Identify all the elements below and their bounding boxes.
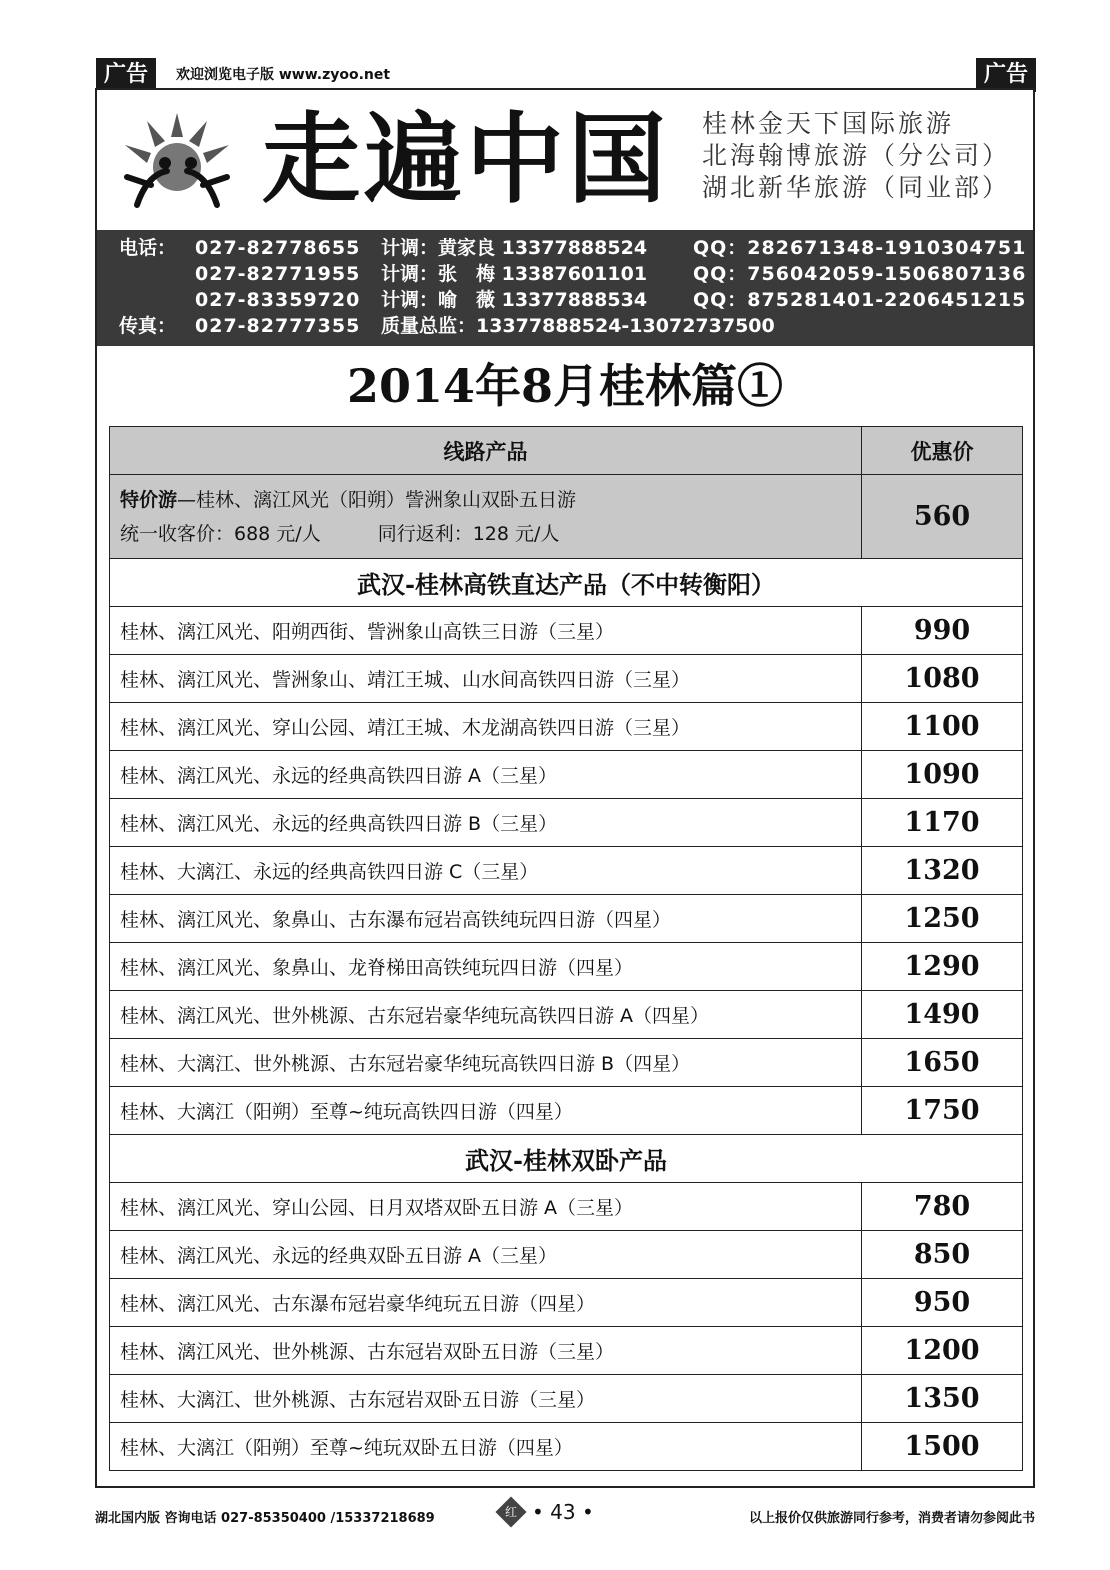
special-offer-terms: 统一收客价：688 元/人 同行返利：128 元/人 <box>120 522 560 545</box>
table-row <box>110 1039 1023 1087</box>
route-price: 1100 <box>862 703 1023 751</box>
special-offer-row <box>110 475 1023 559</box>
section-header-row <box>110 1135 1023 1183</box>
table-row <box>110 895 1023 943</box>
sun-dancers-logo-icon <box>107 105 247 215</box>
route-price: 780 <box>862 1183 1023 1231</box>
route-price: 1080 <box>862 655 1023 703</box>
route-price: 1320 <box>862 847 1023 895</box>
route-name: 桂林、漓江风光、古东瀑布冠岩豪华纯玩五日游（四星） <box>110 1279 862 1327</box>
route-price: 1200 <box>862 1327 1023 1375</box>
table-row <box>110 1183 1023 1231</box>
badge-char: 红 <box>504 1505 517 1519</box>
ad-label-right: 广告 <box>976 58 1036 92</box>
table-row <box>110 1231 1023 1279</box>
qq-contact: QQ：756042059-1506807136 <box>693 263 1027 285</box>
table-row <box>110 1279 1023 1327</box>
route-name: 桂林、漓江风光、永远的经典高铁四日游 B（三星） <box>110 799 862 847</box>
route-name: 桂林、漓江风光、阳朔西街、訾洲象山高铁三日游（三星） <box>110 607 862 655</box>
agency-list <box>702 108 1010 204</box>
route-price: 1090 <box>862 751 1023 799</box>
table-row <box>110 1327 1023 1375</box>
route-price: 1170 <box>862 799 1023 847</box>
phone-number: 027-83359720 <box>195 289 361 311</box>
route-column-header: 线路产品 <box>110 427 862 475</box>
page-footer <box>95 1500 1035 1530</box>
table-row <box>110 991 1023 1039</box>
route-name: 桂林、大漓江（阳朔）至尊~纯玩双卧五日游（四星） <box>110 1423 862 1471</box>
footer-edition-info: 湖北国内版 咨询电话 027-85350400 /15337218689 <box>95 1511 435 1526</box>
red-edition-badge-icon <box>495 1496 526 1527</box>
route-name: 桂林、漓江风光、世外桃源、古东冠岩双卧五日游（三星） <box>110 1327 862 1375</box>
agency-name: 湖北新华旅游（同业部） <box>702 173 1011 202</box>
table-row <box>110 607 1023 655</box>
page-number: • 43 • <box>532 1500 594 1524</box>
table-row <box>110 1423 1023 1471</box>
route-price: 1490 <box>862 991 1023 1039</box>
route-name: 桂林、大漓江、永远的经典高铁四日游 C（三星） <box>110 847 862 895</box>
high-speed-rail-routes <box>110 607 1023 1135</box>
price-column-header: 优惠价 <box>862 427 1023 475</box>
route-name: 桂林、漓江风光、永远的经典双卧五日游 A（三星） <box>110 1231 862 1279</box>
qq-contact: QQ：875281401-2206451215 <box>693 289 1027 311</box>
route-name: 桂林、漓江风光、象鼻山、龙脊梯田高铁纯玩四日游（四星） <box>110 943 862 991</box>
table-header-row <box>110 427 1023 475</box>
table-row <box>110 703 1023 751</box>
special-offer-name: —桂林、漓江风光（阳朔）訾洲象山双卧五日游 <box>177 488 577 511</box>
section-header-row <box>110 559 1023 607</box>
route-price: 1500 <box>862 1423 1023 1471</box>
route-price: 1650 <box>862 1039 1023 1087</box>
phone-number: 027-82771955 <box>195 263 361 285</box>
agency-name: 桂林金天下国际旅游 <box>702 109 955 138</box>
sleeper-train-routes <box>110 1183 1023 1471</box>
qq-contact: QQ：282671348-1910304751 <box>693 237 1027 259</box>
ad-label-left: 广告 <box>96 58 156 92</box>
route-name: 桂林、漓江风光、穿山公园、日月双塔双卧五日游 A（三星） <box>110 1183 862 1231</box>
quality-supervisor-contact: 质量总监：13377888524-13072737500 <box>381 315 775 337</box>
table-row <box>110 751 1023 799</box>
agency-name: 北海翰博旅游（分公司） <box>702 141 1011 170</box>
phone-number: 027-82778655 <box>195 237 361 259</box>
brand-banner <box>97 90 1033 232</box>
table-row <box>110 655 1023 703</box>
coordinator-contact: 计调：喻 薇 13377888534 <box>381 289 648 311</box>
welcome-url-text: 欢迎浏览电子版 www.zyoo.net <box>176 67 391 83</box>
coordinator-contact: 计调：黄家良 13377888524 <box>381 237 648 259</box>
route-price: 1290 <box>862 943 1023 991</box>
special-offer-price: 560 <box>862 475 1023 559</box>
route-price: 1750 <box>862 1087 1023 1135</box>
table-row <box>110 1087 1023 1135</box>
table-row <box>110 847 1023 895</box>
route-name: 桂林、漓江风光、永远的经典高铁四日游 A（三星） <box>110 751 862 799</box>
fax-number: 027-82777355 <box>195 315 361 337</box>
route-price: 1350 <box>862 1375 1023 1423</box>
route-price: 990 <box>862 607 1023 655</box>
route-name: 桂林、漓江风光、穿山公园、靖江王城、木龙湖高铁四日游（三星） <box>110 703 862 751</box>
route-name: 桂林、大漓江、世外桃源、古东冠岩豪华纯玩高铁四日游 B（四星） <box>110 1039 862 1087</box>
tel-label: 电话： <box>119 237 177 259</box>
route-name: 桂林、漓江风光、訾洲象山、靖江王城、山水间高铁四日游（三星） <box>110 655 862 703</box>
contact-band <box>97 230 1033 346</box>
page-title: 2014年8月桂林篇① <box>346 359 784 413</box>
section-title-high-speed-rail: 武汉-桂林高铁直达产品（不中转衡阳） <box>110 559 1023 607</box>
special-offer-label: 特价游 <box>120 488 178 511</box>
route-price: 850 <box>862 1231 1023 1279</box>
fax-label: 传真： <box>119 315 177 337</box>
coordinator-contact: 计调：张 梅 13387601101 <box>381 263 648 285</box>
route-name: 桂林、漓江风光、世外桃源、古东冠岩豪华纯玩高铁四日游 A（四星） <box>110 991 862 1039</box>
table-row <box>110 1375 1023 1423</box>
page-number-block <box>500 1500 594 1524</box>
special-offer-description <box>110 475 862 559</box>
table-row <box>110 943 1023 991</box>
brand-title: 走遍中国 <box>262 102 671 217</box>
table-row <box>110 799 1023 847</box>
footer-disclaimer: 以上报价仅供旅游同行参考，消费者请勿参阅此书 <box>748 1511 1035 1526</box>
route-price: 950 <box>862 1279 1023 1327</box>
route-price: 1250 <box>862 895 1023 943</box>
route-name: 桂林、大漓江、世外桃源、古东冠岩双卧五日游（三星） <box>110 1375 862 1423</box>
route-name: 桂林、大漓江（阳朔）至尊~纯玩高铁四日游（四星） <box>110 1087 862 1135</box>
section-title-sleeper-train: 武汉-桂林双卧产品 <box>110 1135 1023 1183</box>
price-table <box>109 426 1023 1471</box>
route-name: 桂林、漓江风光、象鼻山、古东瀑布冠岩高铁纯玩四日游（四星） <box>110 895 862 943</box>
advertisement-frame <box>95 88 1035 1488</box>
